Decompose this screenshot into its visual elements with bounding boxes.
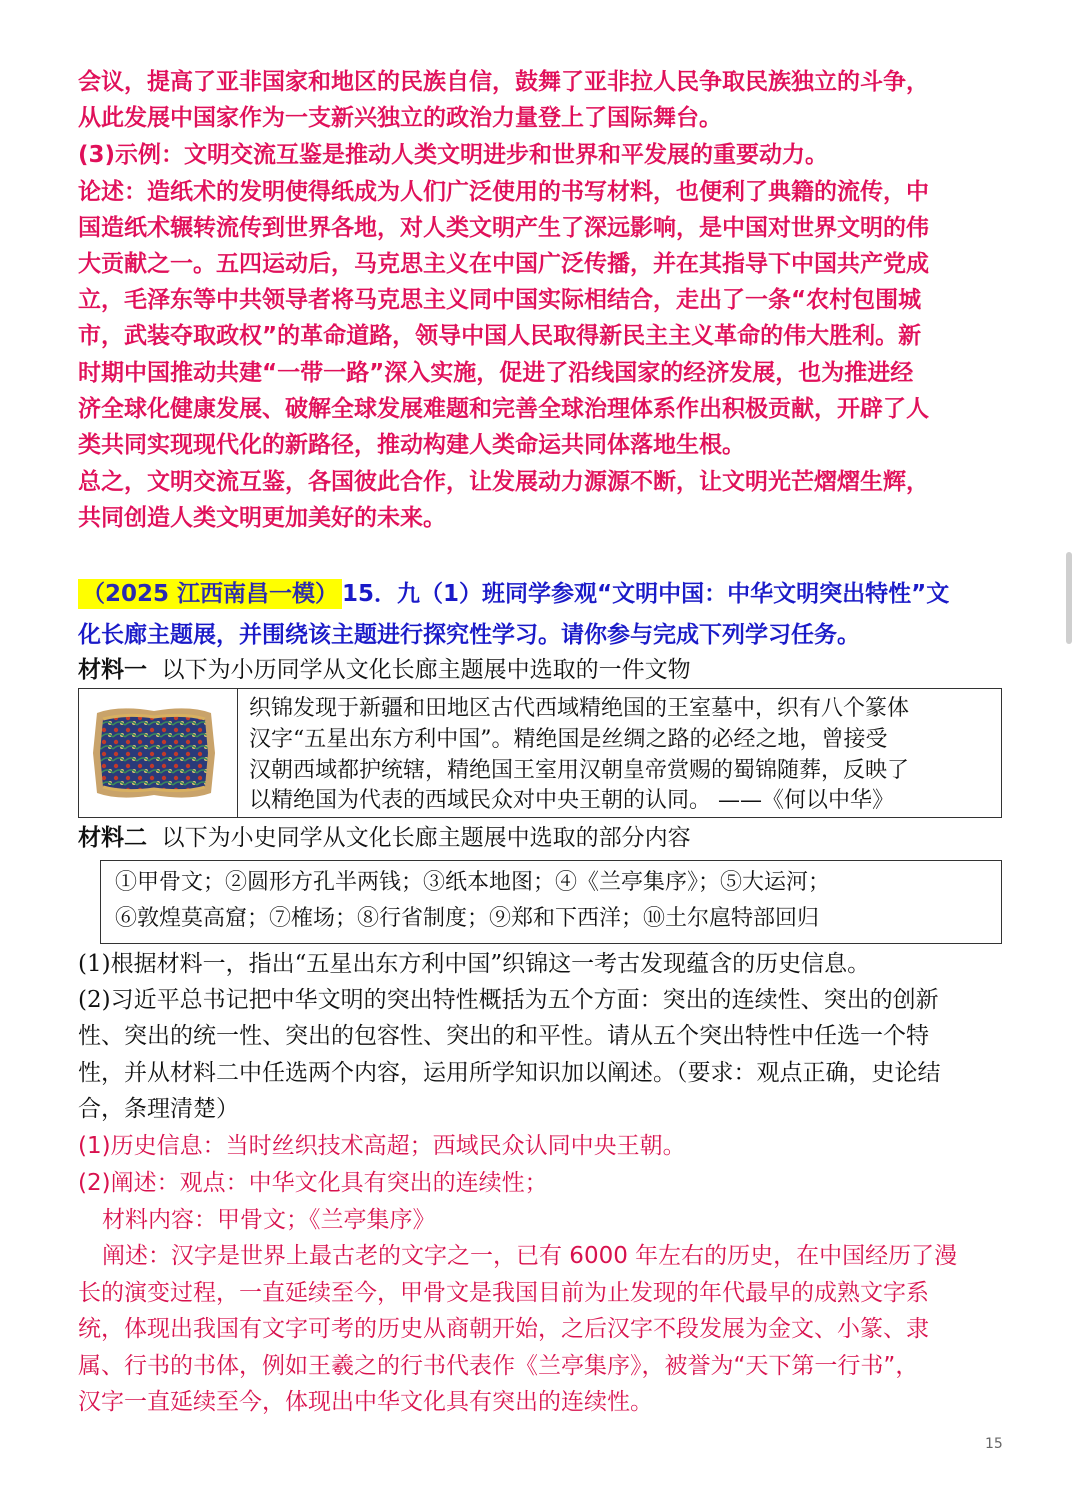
answer-text-line: 国造纸术辗转流传到世界各地，对人类文明产生了深远影响，是中国对世界文明的伟 — [78, 215, 929, 241]
material1-intro: 以下为小历同学从文化长廊主题展中选取的一件文物 — [161, 657, 691, 683]
answer-text-line: 会议，提高了亚非国家和地区的民族自信，鼓舞了亚非拉人民争取民族独立的斗争， — [78, 69, 929, 95]
question-header-line — [78, 576, 949, 612]
answer-line: 汉字一直延续至今，体现出中华文化具有突出的连续性。 — [78, 1389, 653, 1415]
task-line: 性，并从材料二中任选两个内容，运用所学知识加以阐述。（要求：观点正确，史论结 — [78, 1060, 941, 1086]
answer-text-line: 论述：造纸术的发明使得纸成为人们广泛使用的书写材料，也便利了典籍的流传，中 — [78, 179, 929, 205]
material2-text-line: ⑥敦煌莫高窟；⑦榷场；⑧行省制度；⑨郑和下西洋；⑩土尔扈特部回归 — [115, 906, 820, 931]
material1-text-line: 织锦发现于新疆和田地区古代西域精绝国的王室墓中，织有八个篆体 — [249, 696, 910, 721]
scrollbar-thumb[interactable] — [1066, 552, 1072, 644]
material1-heading — [78, 652, 691, 688]
answer-text-line: 大贡献之一。五四运动后，马克思主义在中国广泛传播，并在其指导下中国共产党成 — [78, 251, 929, 277]
material1-text-line: 汉字“五星出东方利中国”。精绝国是丝绸之路的必经之地，曾接受 — [249, 727, 888, 752]
material1-text-line: 以精绝国为代表的西域民众对中央王朝的认同。 ——《何以中华》 — [249, 788, 894, 813]
material2-heading — [78, 820, 691, 856]
answer-text-line: 从此发展中国家作为一支新兴独立的政治力量登上了国际舞台。 — [78, 105, 722, 131]
source-tag: （2025 江西南昌一模） — [78, 579, 342, 609]
answer-text-line: 时期中国推动共建“一带一路”深入实施，促进了沿线国家的经济发展，也为推进经 — [78, 360, 914, 386]
answer-line: 统，体现出我国有文字可考的历史从商朝开始，之后汉字不段发展为金文、小篆、隶 — [78, 1316, 929, 1342]
material2-label: 材料二 — [78, 824, 147, 851]
task-line: (2)习近平总书记把中华文明的突出特性概括为五个方面：突出的连续性、突出的创新 — [78, 987, 939, 1013]
material1-divider — [237, 689, 238, 817]
answer-text-line: 市，武装夺取政权”的革命道路，领导中国人民取得新民主主义革命的伟大胜利。新 — [78, 323, 922, 349]
page-number: 15 — [985, 1436, 1003, 1452]
material1-box — [78, 688, 1002, 818]
answer-line: 阐述：汉字是世界上最古老的文字之一，已有 6000 年左右的历史，在中国经历了漫 — [102, 1243, 958, 1269]
answer-line: 长的演变过程，一直延续至今，甲骨文是我国目前为止发现的年代最早的成熟文字系 — [78, 1280, 929, 1306]
answer-text-line: 总之，文明交流互鉴，各国彼此合作，让发展动力源源不断，让文明光芒熠熠生辉， — [78, 469, 929, 495]
material1-label: 材料一 — [78, 656, 147, 683]
material2-intro: 以下为小史同学从文化长廊主题展中选取的部分内容 — [161, 825, 691, 851]
answer-line: (1)历史信息：当时丝织技术高超；西域民众认同中央王朝。 — [78, 1133, 686, 1159]
answer-line: 材料内容：甲骨文；《兰亭集序》 — [102, 1207, 436, 1233]
task-line: 合，条理清楚） — [78, 1096, 239, 1122]
task-line: 性、突出的统一性、突出的包容性、突出的和平性。请从五个突出特性中任选一个特 — [78, 1023, 929, 1049]
material1-text-line: 汉朝西域都护统辖，精绝国王室用汉朝皇帝赏赐的蜀锦随葬，反映了 — [249, 758, 910, 783]
answer-line: 属、行书的书体，例如王羲之的行书代表作《兰亭集序》，被誉为“天下第一行书”， — [78, 1353, 919, 1379]
question-stem: 15．九（1）班同学参观“文明中国：中华文明突出特性”文 — [342, 581, 950, 607]
answer-text-line: 类共同实现现代化的新路径，推动构建人类命运共同体落地生根。 — [78, 432, 745, 458]
answer-line: (2)阐述：观点：中华文化具有突出的连续性； — [78, 1170, 548, 1196]
brocade-artifact-image — [89, 703, 219, 803]
material2-box — [100, 860, 1002, 944]
task-line: (1)根据材料一，指出“五星出东方利中国”织锦这一考古发现蕴含的历史信息。 — [78, 951, 871, 977]
question-stem-line: 化长廊主题展，并围绕该主题进行探究性学习。请你参与完成下列学习任务。 — [78, 622, 860, 648]
answer-text-line: 立，毛泽东等中共领导者将马克思主义同中国实际相结合，走出了一条“农村包围城 — [78, 287, 922, 313]
answer-text-line: (3)示例：文明交流互鉴是推动人类文明进步和世界和平发展的重要动力。 — [78, 142, 829, 168]
answer-text-line: 济全球化健康发展、破解全球发展难题和完善全球治理体系作出积极贡献，开辟了人 — [78, 396, 929, 422]
material2-text-line: ①甲骨文；②圆形方孔半两钱；③纸本地图；④《兰亭集序》；⑤大运河； — [115, 870, 831, 895]
answer-text-line: 共同创造人类文明更加美好的未来。 — [78, 505, 446, 531]
